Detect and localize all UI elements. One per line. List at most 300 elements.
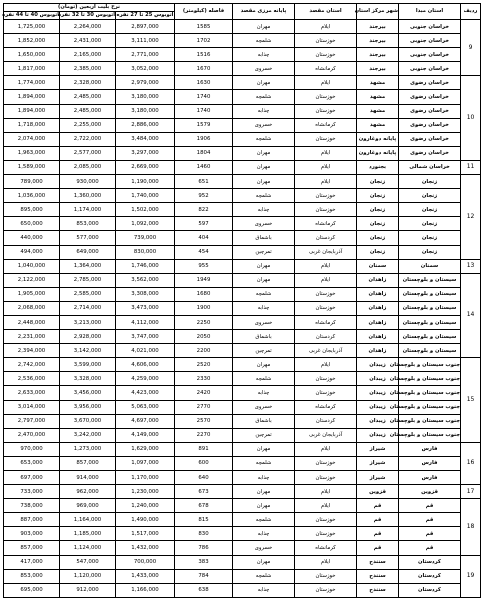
fare-25-27-cell: 830,000: [116, 245, 175, 259]
fare-40-44-cell: 895,000: [4, 203, 60, 217]
distance-cell: 383: [175, 555, 233, 569]
origin-city-cell: زیبدان: [357, 400, 399, 414]
origin-province-cell: خراسان رضوی: [399, 146, 461, 160]
fare-30-32-cell: 1,273,000: [60, 442, 116, 456]
fare-table: [3, 3, 481, 598]
destination-province-cell: خوزستان: [295, 456, 357, 470]
destination-province-cell: ایلام: [295, 160, 357, 174]
origin-province-cell: سیستان و بلوچستان: [399, 330, 461, 344]
table-row: [4, 583, 481, 597]
destination-province-cell: خوزستان: [295, 189, 357, 203]
origin-city-cell: زیبدان: [357, 372, 399, 386]
distance-cell: 1906: [175, 132, 233, 146]
origin-province-cell: جنوب سیستان و بلوچستان: [399, 428, 461, 442]
fare-25-27-cell: 4,606,000: [116, 358, 175, 372]
origin-province-cell: سیستان و بلوچستان: [399, 315, 461, 329]
origin-province-cell: زنجان: [399, 203, 461, 217]
origin-city-cell: مشهد: [357, 90, 399, 104]
destination-terminal-cell: خسروی: [233, 400, 295, 414]
origin-province-cell: سیستان و بلوچستان: [399, 273, 461, 287]
origin-city-cell: زیبدان: [357, 428, 399, 442]
table-row: [4, 442, 481, 456]
fare-30-32-cell: 1,164,000: [60, 513, 116, 527]
distance-cell: 1670: [175, 62, 233, 76]
destination-terminal-cell: مهران: [233, 160, 295, 174]
origin-city-cell: بجنورد: [357, 160, 399, 174]
origin-province-cell: زنجان: [399, 175, 461, 189]
header-destination-terminal: پایانه مرزی مقصد: [233, 4, 295, 20]
destination-province-cell: ایلام: [295, 358, 357, 372]
destination-province-cell: کرمانشاه: [295, 118, 357, 132]
table-row: [4, 175, 481, 189]
destination-province-cell: کرمانشاه: [295, 217, 357, 231]
distance-cell: 1630: [175, 76, 233, 90]
origin-province-cell: زنجان: [399, 189, 461, 203]
origin-city-cell: قم: [357, 499, 399, 513]
table-row: [4, 118, 481, 132]
fare-40-44-cell: 2,633,000: [4, 386, 60, 400]
origin-city-cell: زاهدان: [357, 315, 399, 329]
destination-province-cell: آذربایجان غربی: [295, 428, 357, 442]
fare-25-27-cell: 4,021,000: [116, 344, 175, 358]
origin-province-cell: فارس: [399, 442, 461, 456]
destination-terminal-cell: مهران: [233, 358, 295, 372]
table-row: [4, 555, 481, 569]
destination-terminal-cell: باشماق: [233, 330, 295, 344]
table-row: [4, 104, 481, 118]
table-row: [4, 90, 481, 104]
distance-cell: 952: [175, 189, 233, 203]
origin-city-cell: مشهد: [357, 76, 399, 90]
fare-25-27-cell: 3,484,000: [116, 132, 175, 146]
origin-city-cell: بیرجند: [357, 62, 399, 76]
table-row: [4, 245, 481, 259]
table-row: [4, 527, 481, 541]
origin-city-cell: قم: [357, 527, 399, 541]
destination-terminal-cell: باشماق: [233, 231, 295, 245]
origin-city-cell: بیرجند: [357, 34, 399, 48]
origin-province-cell: خراسان جنوبی: [399, 62, 461, 76]
destination-province-cell: خوزستان: [295, 301, 357, 315]
destination-province-cell: کردستان: [295, 414, 357, 428]
destination-terminal-cell: شلمچه: [233, 569, 295, 583]
origin-city-cell: زنجان: [357, 189, 399, 203]
destination-province-cell: کردستان: [295, 330, 357, 344]
fare-40-44-cell: 2,231,000: [4, 330, 60, 344]
fare-25-27-cell: 3,308,000: [116, 287, 175, 301]
destination-terminal-cell: شلمچه: [233, 90, 295, 104]
destination-terminal-cell: شلمچه: [233, 456, 295, 470]
destination-province-cell: ایلام: [295, 175, 357, 189]
origin-province-cell: قم: [399, 513, 461, 527]
distance-cell: 815: [175, 513, 233, 527]
fare-30-32-cell: 2,085,000: [60, 160, 116, 174]
fare-30-32-cell: 2,328,000: [60, 76, 116, 90]
fare-30-32-cell: 1,124,000: [60, 541, 116, 555]
fare-25-27-cell: 700,000: [116, 555, 175, 569]
fare-25-27-cell: 1,230,000: [116, 485, 175, 499]
fare-30-32-cell: 914,000: [60, 471, 116, 485]
fare-40-44-cell: 1,894,000: [4, 104, 60, 118]
destination-terminal-cell: خسروی: [233, 315, 295, 329]
destination-province-cell: ایلام: [295, 259, 357, 273]
table-row: [4, 189, 481, 203]
distance-cell: 1702: [175, 34, 233, 48]
table-row: [4, 400, 481, 414]
distance-cell: 2520: [175, 358, 233, 372]
destination-province-cell: خوزستان: [295, 48, 357, 62]
origin-city-cell: پایانه دوغارون: [357, 146, 399, 160]
origin-province-cell: سیستان و بلوچستان: [399, 287, 461, 301]
fare-30-32-cell: 577,000: [60, 231, 116, 245]
header-bus-30-32: اتوبوس 30 تا 32 نفره: [58, 12, 116, 18]
fare-30-32-cell: 2,255,000: [60, 118, 116, 132]
distance-cell: 2420: [175, 386, 233, 400]
origin-province-cell: خراسان رضوی: [399, 118, 461, 132]
table-row: [4, 541, 481, 555]
distance-cell: 1949: [175, 273, 233, 287]
fare-25-27-cell: 5,063,000: [116, 400, 175, 414]
table-row: [4, 330, 481, 344]
fare-40-44-cell: 1,852,000: [4, 34, 60, 48]
table-row: [4, 34, 481, 48]
fare-40-44-cell: 2,394,000: [4, 344, 60, 358]
destination-terminal-cell: مهران: [233, 20, 295, 34]
fare-30-32-cell: 1,185,000: [60, 527, 116, 541]
table-row: [4, 315, 481, 329]
fare-30-32-cell: 2,722,000: [60, 132, 116, 146]
row-group-number: 13: [461, 259, 481, 273]
destination-terminal-cell: مهران: [233, 76, 295, 90]
destination-province-cell: خوزستان: [295, 513, 357, 527]
destination-province-cell: خوزستان: [295, 372, 357, 386]
destination-terminal-cell: باشماق: [233, 414, 295, 428]
origin-city-cell: زاهدان: [357, 301, 399, 315]
origin-city-cell: مشهد: [357, 118, 399, 132]
fare-25-27-cell: 1,097,000: [116, 456, 175, 470]
fare-30-32-cell: 853,000: [60, 217, 116, 231]
table-row: [4, 231, 481, 245]
origin-province-cell: قزوین: [399, 485, 461, 499]
table-row: [4, 273, 481, 287]
origin-city-cell: سنندج: [357, 583, 399, 597]
row-group-number: 14: [461, 273, 481, 358]
fare-40-44-cell: 2,068,000: [4, 301, 60, 315]
destination-province-cell: ایلام: [295, 146, 357, 160]
destination-terminal-cell: چذابه: [233, 301, 295, 315]
fare-25-27-cell: 4,149,000: [116, 428, 175, 442]
destination-terminal-cell: تمرچین: [233, 245, 295, 259]
fare-25-27-cell: 3,562,000: [116, 273, 175, 287]
origin-city-cell: زنجان: [357, 231, 399, 245]
destination-province-cell: خوزستان: [295, 34, 357, 48]
distance-cell: 651: [175, 175, 233, 189]
destination-province-cell: ایلام: [295, 20, 357, 34]
distance-cell: 1579: [175, 118, 233, 132]
destination-terminal-cell: چذابه: [233, 104, 295, 118]
fare-30-32-cell: 3,142,000: [60, 344, 116, 358]
table-row: [4, 513, 481, 527]
origin-city-cell: قم: [357, 513, 399, 527]
fare-25-27-cell: 3,180,000: [116, 90, 175, 104]
header-row-1: [4, 4, 481, 12]
fare-30-32-cell: 3,456,000: [60, 386, 116, 400]
fare-25-27-cell: 3,473,000: [116, 301, 175, 315]
distance-cell: 2270: [175, 428, 233, 442]
origin-province-cell: جنوب سیستان و بلوچستان: [399, 386, 461, 400]
origin-province-cell: زنجان: [399, 217, 461, 231]
destination-terminal-cell: خسروی: [233, 217, 295, 231]
fare-30-32-cell: 2,577,000: [60, 146, 116, 160]
origin-city-cell: زنجان: [357, 203, 399, 217]
fare-25-27-cell: 1,433,000: [116, 569, 175, 583]
destination-terminal-cell: مهران: [233, 273, 295, 287]
fare-30-32-cell: 3,328,000: [60, 372, 116, 386]
distance-cell: 1680: [175, 287, 233, 301]
distance-cell: 2770: [175, 400, 233, 414]
destination-terminal-cell: چذابه: [233, 48, 295, 62]
fare-30-32-cell: 930,000: [60, 175, 116, 189]
destination-terminal-cell: مهران: [233, 485, 295, 499]
destination-terminal-cell: مهران: [233, 442, 295, 456]
fare-25-27-cell: 1,432,000: [116, 541, 175, 555]
destination-terminal-cell: مهران: [233, 175, 295, 189]
destination-terminal-cell: مهران: [233, 555, 295, 569]
destination-terminal-cell: مهران: [233, 259, 295, 273]
fare-40-44-cell: 2,122,000: [4, 273, 60, 287]
distance-cell: 640: [175, 471, 233, 485]
fare-40-44-cell: 1,963,000: [4, 146, 60, 160]
fare-40-44-cell: 2,074,000: [4, 132, 60, 146]
row-group-number: 12: [461, 175, 481, 260]
fare-40-44-cell: 3,014,000: [4, 400, 60, 414]
fare-25-27-cell: 1,490,000: [116, 513, 175, 527]
origin-province-cell: کردستان: [399, 555, 461, 569]
row-group-number: 19: [461, 555, 481, 597]
fare-30-32-cell: 649,000: [60, 245, 116, 259]
origin-city-cell: زیبدان: [357, 386, 399, 400]
origin-province-cell: زنجان: [399, 245, 461, 259]
fare-40-44-cell: 1,894,000: [4, 90, 60, 104]
fare-table-body: [4, 20, 481, 598]
destination-province-cell: خوزستان: [295, 583, 357, 597]
fare-40-44-cell: 1,725,000: [4, 20, 60, 34]
destination-province-cell: خوزستان: [295, 203, 357, 217]
fare-40-44-cell: 1,774,000: [4, 76, 60, 90]
fare-25-27-cell: 1,740,000: [116, 189, 175, 203]
distance-cell: 2200: [175, 344, 233, 358]
fare-25-27-cell: 3,180,000: [116, 104, 175, 118]
destination-province-cell: کردستان: [295, 231, 357, 245]
fare-30-32-cell: 2,431,000: [60, 34, 116, 48]
destination-terminal-cell: خسروی: [233, 62, 295, 76]
row-group-number: 9: [461, 20, 481, 76]
fare-25-27-cell: 2,669,000: [116, 160, 175, 174]
origin-city-cell: مشهد: [357, 104, 399, 118]
fare-40-44-cell: 2,448,000: [4, 315, 60, 329]
origin-city-cell: شیراز: [357, 471, 399, 485]
fare-25-27-cell: 1,746,000: [116, 259, 175, 273]
fare-30-32-cell: 3,956,000: [60, 400, 116, 414]
origin-city-cell: زاهدان: [357, 344, 399, 358]
fare-25-27-cell: 3,111,000: [116, 34, 175, 48]
table-row: [4, 76, 481, 90]
fare-40-44-cell: 1,650,000: [4, 48, 60, 62]
fare-30-32-cell: 1,120,000: [60, 569, 116, 583]
distance-cell: 673: [175, 485, 233, 499]
destination-terminal-cell: چذابه: [233, 386, 295, 400]
distance-cell: 454: [175, 245, 233, 259]
destination-province-cell: آذربایجان غربی: [295, 245, 357, 259]
table-row: [4, 132, 481, 146]
distance-cell: 784: [175, 569, 233, 583]
destination-terminal-cell: شلمچه: [233, 287, 295, 301]
fare-25-27-cell: 1,517,000: [116, 527, 175, 541]
distance-cell: 2570: [175, 414, 233, 428]
origin-province-cell: قم: [399, 541, 461, 555]
destination-province-cell: خوزستان: [295, 569, 357, 583]
header-bus-25-27: اتوبوس 25 تا 27 نفره: [116, 12, 174, 18]
table-row: [4, 217, 481, 231]
origin-province-cell: خراسان جنوبی: [399, 20, 461, 34]
table-row: [4, 471, 481, 485]
origin-city-cell: زاهدان: [357, 287, 399, 301]
destination-terminal-cell: چذابه: [233, 203, 295, 217]
fare-30-32-cell: 969,000: [60, 499, 116, 513]
fare-40-44-cell: 1,040,000: [4, 259, 60, 273]
origin-city-cell: شیراز: [357, 442, 399, 456]
distance-cell: 1900: [175, 301, 233, 315]
fare-30-32-cell: 1,364,000: [60, 259, 116, 273]
origin-province-cell: خراسان رضوی: [399, 90, 461, 104]
origin-province-cell: خراسان شمالی: [399, 160, 461, 174]
fare-40-44-cell: 853,000: [4, 569, 60, 583]
fare-25-27-cell: 739,000: [116, 231, 175, 245]
fare-30-32-cell: 2,485,000: [60, 90, 116, 104]
fare-30-32-cell: 962,000: [60, 485, 116, 499]
table-row: [4, 386, 481, 400]
origin-province-cell: خراسان رضوی: [399, 76, 461, 90]
row-group-number: 18: [461, 499, 481, 555]
fare-40-44-cell: 738,000: [4, 499, 60, 513]
table-row: [4, 456, 481, 470]
destination-province-cell: خوزستان: [295, 527, 357, 541]
row-group-number: 17: [461, 485, 481, 499]
fare-25-27-cell: 3,747,000: [116, 330, 175, 344]
table-row: [4, 160, 481, 174]
origin-city-cell: زاهدان: [357, 273, 399, 287]
destination-terminal-cell: چذابه: [233, 527, 295, 541]
fare-30-32-cell: 2,485,000: [60, 104, 116, 118]
fare-40-44-cell: 903,000: [4, 527, 60, 541]
fare-30-32-cell: 2,928,000: [60, 330, 116, 344]
table-row: [4, 414, 481, 428]
distance-cell: 1516: [175, 48, 233, 62]
origin-city-cell: سنندج: [357, 555, 399, 569]
distance-cell: 1460: [175, 160, 233, 174]
distance-cell: 597: [175, 217, 233, 231]
destination-province-cell: ایلام: [295, 273, 357, 287]
fare-25-27-cell: 4,112,000: [116, 315, 175, 329]
fare-25-27-cell: 1,629,000: [116, 442, 175, 456]
fare-30-32-cell: 3,213,000: [60, 315, 116, 329]
destination-terminal-cell: شلمچه: [233, 34, 295, 48]
origin-province-cell: خراسان جنوبی: [399, 34, 461, 48]
header-row-number: ردیف: [461, 4, 481, 20]
origin-province-cell: خراسان رضوی: [399, 132, 461, 146]
origin-province-cell: کردستان: [399, 569, 461, 583]
fare-30-32-cell: 3,599,000: [60, 358, 116, 372]
table-row: [4, 203, 481, 217]
fare-25-27-cell: 2,897,000: [116, 20, 175, 34]
origin-province-cell: خراسان رضوی: [399, 104, 461, 118]
destination-terminal-cell: خسروی: [233, 118, 295, 132]
origin-province-cell: سمنان: [399, 259, 461, 273]
destination-province-cell: کرمانشاه: [295, 315, 357, 329]
origin-city-cell: پایانه دوغارون: [357, 132, 399, 146]
header-distance: فاصله (کیلومتر): [175, 4, 233, 20]
destination-terminal-cell: شلمچه: [233, 132, 295, 146]
distance-cell: 1740: [175, 104, 233, 118]
fare-25-27-cell: 1,166,000: [116, 583, 175, 597]
fare-30-32-cell: 1,174,000: [60, 203, 116, 217]
table-row: [4, 344, 481, 358]
origin-city-cell: شیراز: [357, 456, 399, 470]
fare-25-27-cell: 2,979,000: [116, 76, 175, 90]
table-row: [4, 485, 481, 499]
destination-province-cell: خوزستان: [295, 132, 357, 146]
fare-40-44-cell: 440,000: [4, 231, 60, 245]
table-row: [4, 358, 481, 372]
destination-province-cell: خوزستان: [295, 471, 357, 485]
fare-25-27-cell: 3,297,000: [116, 146, 175, 160]
destination-terminal-cell: چذابه: [233, 471, 295, 485]
row-group-number: 11: [461, 160, 481, 174]
distance-cell: 2250: [175, 315, 233, 329]
origin-province-cell: جنوب سیستان و بلوچستان: [399, 414, 461, 428]
distance-cell: 822: [175, 203, 233, 217]
destination-terminal-cell: مهران: [233, 146, 295, 160]
fare-25-27-cell: 1,502,000: [116, 203, 175, 217]
table-row: [4, 259, 481, 273]
fare-25-27-cell: 1,092,000: [116, 217, 175, 231]
fare-25-27-cell: 4,697,000: [116, 414, 175, 428]
distance-cell: 2050: [175, 330, 233, 344]
destination-province-cell: خوزستان: [295, 90, 357, 104]
fare-40-44-cell: 857,000: [4, 541, 60, 555]
distance-cell: 600: [175, 456, 233, 470]
origin-province-cell: قم: [399, 499, 461, 513]
fare-40-44-cell: 2,470,000: [4, 428, 60, 442]
fare-30-32-cell: 2,585,000: [60, 287, 116, 301]
distance-cell: 404: [175, 231, 233, 245]
distance-cell: 678: [175, 499, 233, 513]
table-row: [4, 499, 481, 513]
distance-cell: 638: [175, 583, 233, 597]
fare-40-44-cell: 1,589,000: [4, 160, 60, 174]
fare-40-44-cell: 494,000: [4, 245, 60, 259]
header-origin-city: شهر مرکز استان: [357, 4, 399, 20]
fare-30-32-cell: 3,242,000: [60, 428, 116, 442]
distance-cell: 1740: [175, 90, 233, 104]
fare-25-27-cell: 3,052,000: [116, 62, 175, 76]
origin-province-cell: فارس: [399, 471, 461, 485]
origin-province-cell: سیستان و بلوچستان: [399, 301, 461, 315]
header-bus-40-44: اتوبوس 40 تا 44 نفره: [2, 12, 60, 18]
destination-terminal-cell: چذابه: [233, 583, 295, 597]
destination-terminal-cell: تمرچین: [233, 428, 295, 442]
fare-40-44-cell: 887,000: [4, 513, 60, 527]
